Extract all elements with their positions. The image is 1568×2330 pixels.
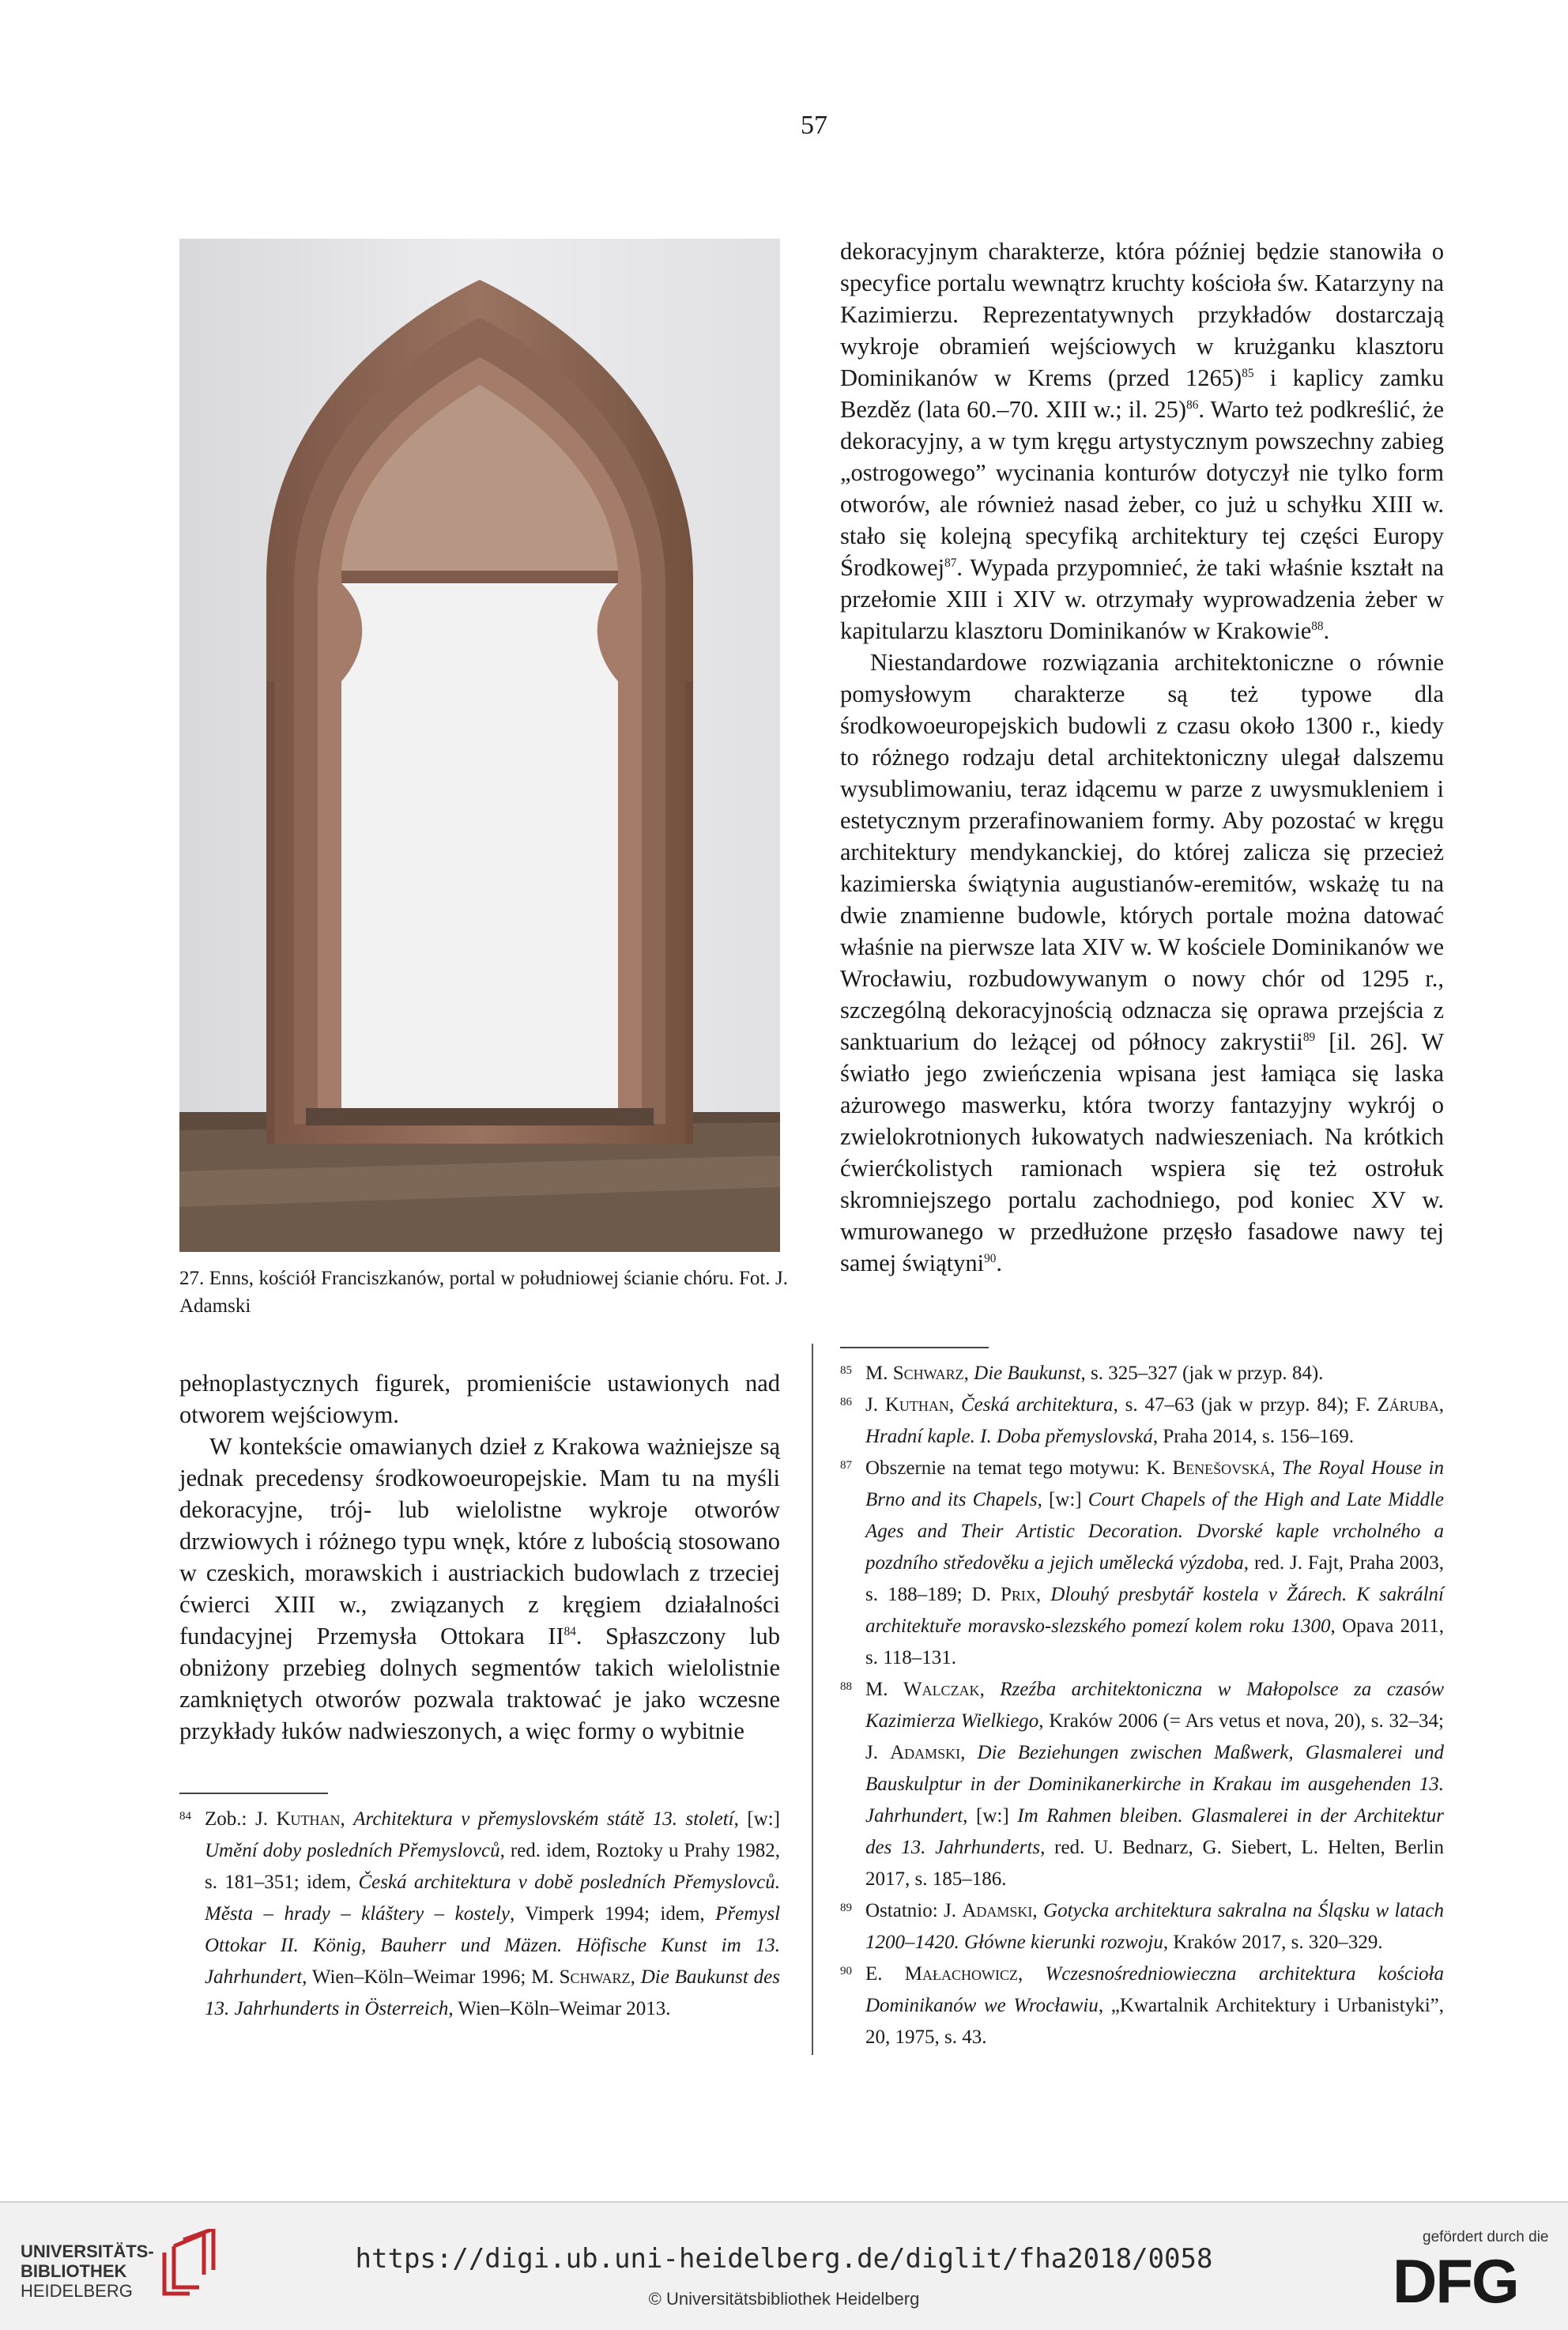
right-footnotes [840,1358,1444,2053]
footnote-number: 89 [840,1902,852,1914]
copyright-notice: © Universitätsbibliothek Heidelberg [648,2289,920,2309]
library-logo[interactable]: UNIVERSITÄTS- BIBLIOTHEK HEIDELBERG [21,2241,154,2301]
footnote-number: 84 [179,1810,191,1823]
page-number: 57 [801,111,827,140]
right-column-text [840,236,1444,1279]
footnote-89: 89 Ostatnio: J. Adamski, Gotycka architektura sakralna na Śląsku w latach 1200–1420. Główne kierunki rozwoju, Kraków 2017, s. 320–329. [840,1895,1444,1959]
paragraph: pełnoplastycznych figurek, promieniście ustawionych nad otworem wejściowym. [179,1370,780,1428]
paragraph: Niestandardowe rozwiązania architektoniczne o równie pomysłowym charakterze są też typowe dla środkowoeuropejskich budowli z czasu około 1300 r., kiedy to różnego rodzaju detal architektoniczny ulegał dalszemu wysublimowaniu, teraz idącemu w parze z uwysmukleniem i estetycznym przerafinowaniem formy. Aby pozostać w kręgu architektury mendykanckiej, do której zalicza się przecież kazimierska świątynia augustianów-eremitów, wskażę tu na dwie znamienne budowle, których portale można datować właśnie na pierwsze lata XIV w. W kościele Dominikanów we Wrocławiu, rozbudowywanym o nowy chór od 1295 r., szczególną dekoracyjnością odznacza się oprawa przejścia z sanktuarium do leżącej od północy zakrystii$^{89}$ [il. 26]. W światło jego zwieńczenia wpisana jest łamiąca się laska ażurowego maswerku, która tworzy fantazyjny wykrój o zwielokrotnionych łukowatych nadwieszeniach. Na krótkich ćwierćkolistych ramionach wspiera się też ostrołuk skromniejszego portalu zachodniego, pod koniec XV w. wmurowanego w przedłużone przęsło fasadowe nawy tej samej świątyni$^{90}$. [840,649,1444,1276]
footnote-84: 84 Zob.: J. Kuthan, Architektura v přemyslovském státě 13. století, [w:] Umění doby posledních Přemyslovců, red. idem, Roztoky u Prahy 1982, s. 181–351; idem, Česká architektura v době posledních Přemyslovců. Města – hrady – kláštery – kostely, Vimperk 1994; idem, Přemysl Ottokar II. König, Bauherr und Mäzen. Höfische Kunst im 13. Jahrhundert, Wien–Köln–Weimar 1996; M. Schwarz, Die Baukunst des 13. Jahrhunderts in Österreich, Wien–Köln–Weimar 2013. [179,1804,780,2025]
footnote-rule [179,1793,328,1794]
footnote-86: 86 J. Kuthan, Česká architektura, s. 47–63 (jak w przyp. 84); F. Záruba, Hradní kaple. I. Doba přemyslovská, Praha 2014, s. 156–169. [840,1389,1444,1453]
footnote-90: 90 E. Małachowicz, Wczesnośredniowieczna architektura kościoła Dominikanów we Wrocławiu, „Kwartalnik Architektury i Urbanistyki”, 20, 1975, s. 43. [840,1959,1444,2053]
footnote-number: 88 [840,1680,852,1693]
dfg-logo[interactable]: DFG [1393,2246,1518,2316]
figure-caption: 27. Enns, kościół Franciszkanów, portal w południowej ścianie chóru. Fot. J. Adamski [179,1268,788,1317]
footnote-ref[interactable]: 87 [944,556,957,570]
footnote-ref[interactable]: 90 [984,1251,997,1265]
footnote-rule [840,1347,989,1348]
footnote-85: 85 M. Schwarz, Die Baukunst, s. 325–327 (jak w przyp. 84). [840,1358,1444,1389]
footnote-number: 87 [840,1459,852,1472]
footnote-number: 86 [840,1396,852,1408]
footnote-ref[interactable]: 84 [564,1624,576,1638]
paragraph: dekoracyjnym charakterze, która później będzie stanowiła o specyfice portalu wewnątrz kruchty kościoła św. Katarzyny na Kazimierzu. Reprezentatywnych przykładów dostarczają wykroje obramień wejściowych w krużganku klasztoru Dominikanów w Krems (przed 1265)$^{85}$ i kaplicy zamku Bezděz (lata 60.–70. XIII w.; il. 25)$^{86}$. Warto też podkreślić, że dekoracyjny, a w tym kręgu artystycznym powszechny zabieg „ostrogowego” wycinania konturów dotyczył nie tylko form otworów, ale również nasad żeber, co już u schyłku XIII w. stało się kolejną specyfiką architektury tej części Europy Środkowej$^{87}$. Wypada przypomnieć, że taki właśnie kształt na przełomie XIII i XIV w. otrzymały wyprowadzenia żeber w kapitularzu klasztoru Dominikanów w Krakowie$^{88}$. [840,238,1445,644]
footnote-ref[interactable]: 85 [1242,366,1254,380]
portal-photo [179,239,780,1252]
footnote-ref[interactable]: 89 [1302,1030,1316,1044]
column-divider [812,1344,813,2055]
footnote-number: 85 [840,1364,852,1377]
permalink-url[interactable]: https://digi.ub.uni-heidelberg.de/diglit/fha2018/0058 [355,2243,1213,2275]
footnote-ref[interactable]: 88 [1311,619,1324,633]
sponsor-note: gefördert durch die [1423,2229,1549,2245]
footnote-ref[interactable]: 86 [1186,398,1199,412]
footnote-number: 90 [840,1965,852,1977]
left-column-text [179,1367,780,1747]
paragraph: W kontekście omawianych dzieł z Krakowa ważniejsze są jednak precedensy środkowoeuropejskie. Mam tu na myśli dekoracyjne, trój- lub wielolistne wykroje otworów drzwiowych i różnego typu wnęk, które z lubością stosowano w czeskich, morawskich i austriackich budowlach z trzeciej ćwierci XIII w., związanych z kręgiem działalności fundacyjnej Przemysła Ottokara II$^{84}$. Spłaszczony lub obniżony przebieg dolnych segmentów takich wielolistnie zamkniętych otworów pozwala traktować je jako wczesne przykłady łuków nadwieszonych, a więc formy o wybitnie [179,1433,780,1744]
footnote-88: 88 M. Walczak, Rzeźba architektoniczna w Małopolsce za czasów Kazimierza Wielkiego, Kraków 2006 (= Ars vetus et nova, 20), s. 32–34; J. Adamski, Die Beziehungen zwischen Maßwerk, Glasmalerei und Bauskulptur in der Dominikanerkirche in Krakau im ausgehenden 13. Jahrhundert, [w:] Im Rahmen bleiben. Glasmalerei in der Architektur des 13. Jahrhunderts, red. U. Bednarz, G. Siebert, L. Helten, Berlin 2017, s. 185–186. [840,1674,1444,1895]
left-footnotes [179,1804,780,2025]
footnote-87: 87 Obszernie na temat tego motywu: K. Benešovská, The Royal House in Brno and its Chapels, [w:] Court Chapels of the High and Late Middle Ages and Their Artistic Decoration. Dvorské kaple vrcholného a pozdního středověku a jejich umělecká výzdoba, red. J. Fajt, Praha 2003, s. 188–189; D. Prix, Dlouhý presbytář kostela v Žárech. K sakrální architektuře moravsko-slezského pomezí kolem roku 1300, Opava 2011, s. 118–131. [840,1453,1444,1674]
